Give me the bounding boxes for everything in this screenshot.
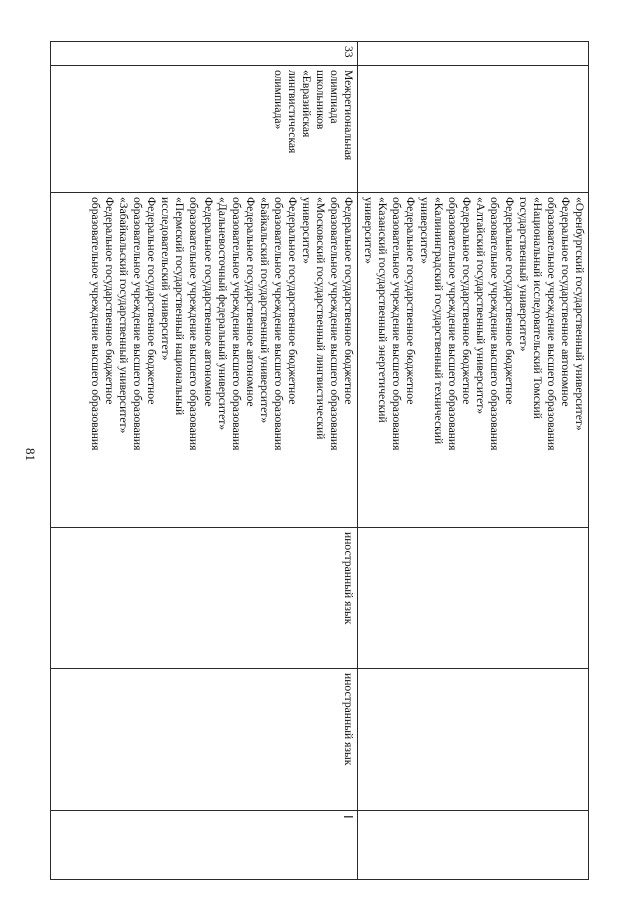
level-cell: [358, 811, 589, 880]
text-line: университет»: [417, 197, 431, 264]
text-line: Федеральное государственное автономное: [243, 197, 257, 407]
text-line: Федеральное государственное автономное: [558, 197, 572, 407]
text-line: образовательное учреждение высшего образования: [446, 197, 460, 451]
text-line: Федеральное государственное бюджетное: [342, 197, 356, 405]
row-number-cell: [358, 42, 589, 66]
text-line: Федеральное государственное бюджетное: [460, 197, 474, 405]
subject-cell: [358, 669, 589, 811]
text-line: образовательное учреждение высшего образования: [488, 197, 502, 451]
page-number: 81: [23, 448, 38, 461]
olympiad-table: [51, 41, 590, 880]
text-line: образовательное учреждение высшего образования: [229, 197, 243, 451]
table-row: [51, 42, 358, 880]
text-line: «Оренбургский государственный университет»: [573, 197, 586, 431]
text-line: университет»: [361, 197, 375, 264]
text-line: «Дальневосточный федеральный университет»: [215, 197, 229, 431]
level-cell: I: [51, 811, 358, 880]
text-line: «Забайкальский государственный университет»: [117, 197, 130, 434]
text-line: «Алтайский государственный университет»: [474, 197, 488, 415]
text-line: образовательное учреждение высшего образования: [544, 197, 558, 451]
text-line: олимпиада»: [272, 70, 286, 130]
row-number-cell: 33: [51, 42, 358, 66]
text-line: Федеральное государственное бюджетное: [403, 197, 417, 405]
text-line: «Байкальский государственный университет»: [257, 197, 271, 424]
text-line: образовательное учреждение высшего образования: [328, 197, 342, 451]
text-line: образовательное учреждение высшего образования: [389, 197, 403, 451]
text-line: олимпиада: [328, 70, 342, 124]
text-line: Федеральное государственное бюджетное: [145, 197, 159, 405]
text-line: образовательное учреждение высшего образования: [131, 197, 145, 451]
text-line: образовательное учреждение высшего образования: [187, 197, 201, 451]
organizers-cell: [51, 193, 358, 528]
text-line: Межрегиональная: [342, 70, 356, 161]
text-line: «Московский государственный лингвистический: [314, 197, 328, 440]
text-line: Федеральное государственное бюджетное: [102, 197, 116, 405]
profile-cell: иностранный язык: [51, 528, 358, 669]
olympiad-name-cell: [51, 66, 358, 193]
text-line: государственный университет»: [516, 197, 530, 352]
text-line: Федеральное государственное бюджетное: [286, 197, 300, 405]
text-line: образовательное учреждение высшего образования: [272, 197, 286, 451]
rotated-table-container: [54, 41, 589, 879]
text-line: «Национальный исследовательский Томский: [530, 197, 544, 419]
olympiad-name-cell: [358, 66, 589, 193]
subject-cell: иностранный язык: [51, 669, 358, 811]
text-line: «Калининградский государственный технический: [432, 197, 446, 445]
text-line: Федеральное государственное автономное: [201, 197, 215, 407]
text-line: исследовательский университет»: [159, 197, 173, 361]
text-line: «Казанский государственный энергетический: [375, 197, 389, 423]
text-line: лингвистическая: [286, 70, 300, 154]
table-row: [358, 42, 589, 880]
text-line: школьников: [314, 70, 328, 130]
organizers-cell: [358, 193, 589, 528]
text-line: университет»: [300, 197, 314, 264]
text-line: «Евразийская: [300, 70, 314, 138]
text-line: «Пермский государственный национальный: [173, 197, 187, 416]
profile-cell: [358, 528, 589, 669]
text-line: образовательное учреждение высшего образования: [88, 197, 102, 451]
text-line: Федеральное государственное бюджетное: [502, 197, 516, 405]
